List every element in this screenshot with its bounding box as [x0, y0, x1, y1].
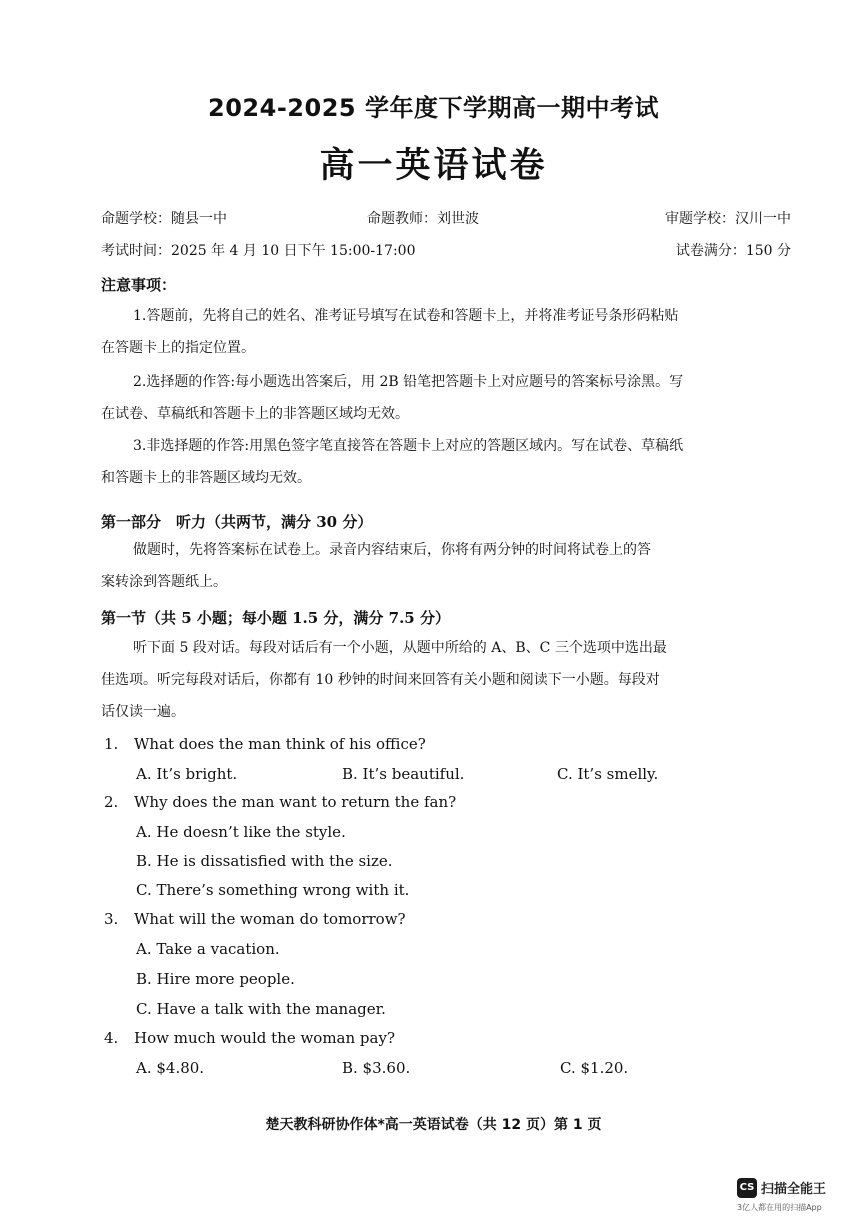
setter-school: 命题学校：随县一中 [101, 211, 227, 227]
notes-heading: 注意事项： [101, 276, 177, 294]
question-2 [104, 793, 456, 811]
note-text: 和答题卡上的非答题区域均无效。 [101, 470, 311, 486]
option-3c: C. Have a talk with the manager. [136, 1000, 386, 1018]
intro-text: 佳选项。听完每段对话后，你都有 10 秒钟的时间来回答有关小题和阅读下一小题。每段对 [101, 672, 660, 688]
watermark-name: 扫描全能王 [761, 1182, 827, 1197]
setter-teacher: 命题教师：刘世波 [367, 211, 479, 227]
intro-text: 听下面 5 段对话。每段对话后有一个小题，从题中所给的 A、B、C 三个选项中选出最 [133, 640, 667, 656]
question-4 [104, 1029, 395, 1047]
question-number: 2. [104, 793, 119, 811]
intro-text: 案转涂到答题纸上。 [101, 574, 227, 590]
note-item-2 [101, 366, 791, 430]
reviewer-school: 审题学校：汉川一中 [665, 211, 791, 227]
question-3 [104, 910, 406, 928]
note-text: 3.非选择题的作答:用黑色签字笔直接答在答题卡上对应的答题区域内。写在试卷、草稿纸 [133, 438, 684, 454]
question-number: 3. [104, 910, 119, 928]
section1-intro [101, 632, 791, 728]
note-text: 2.选择题的作答:每小题选出答案后，用 2B 铅笔把答题卡上对应题号的答案标号涂黑。写 [133, 374, 684, 390]
part1-heading: 第一部分 听力（共两节，满分 30 分） [101, 513, 373, 531]
note-item-3 [101, 430, 791, 494]
camscanner-logo-icon: CS [737, 1178, 757, 1198]
part1-intro [101, 534, 791, 598]
question-1 [104, 735, 426, 753]
option-2b: B. He is dissatisfied with the size. [136, 852, 393, 870]
question-text: Why does the man want to return the fan? [134, 793, 457, 811]
option-1b: B. It’s beautiful. [342, 765, 465, 783]
option-4a: A. $4.80. [136, 1059, 205, 1077]
section1-heading: 第一节（共 5 小题；每小题 1.5 分，满分 7.5 分） [101, 609, 450, 627]
intro-text: 做题时，先将答案标在试卷上。录音内容结束后，你将有两分钟的时间将试卷上的答 [133, 542, 651, 558]
note-text: 在试卷、草稿纸和答题卡上的非答题区域均无效。 [101, 406, 409, 422]
question-number: 4. [104, 1029, 119, 1047]
option-3b: B. Hire more people. [136, 970, 295, 988]
intro-text: 话仅读一遍。 [101, 704, 185, 720]
exam-title: 2024-2025 学年度下学期高一期中考试 [208, 94, 659, 122]
watermark-tagline: 3亿人都在用的扫描App [737, 1203, 822, 1212]
note-text: 1.答题前，先将自己的姓名、准考证号填写在试卷和答题卡上，并将准考证号条形码粘贴 [133, 308, 679, 324]
note-text: 在答题卡上的指定位置。 [101, 340, 255, 356]
exam-time: 考试时间：2025 年 4 月 10 日下午 15:00-17:00 [101, 243, 416, 259]
note-item-1 [101, 300, 791, 364]
page-footer: 楚天教科研协作体*高一英语试卷（共 12 页）第 1 页 [265, 1117, 602, 1133]
question-text: How much would the woman pay? [134, 1029, 395, 1047]
full-score: 试卷满分：150 分 [675, 243, 791, 259]
option-1a: A. It’s bright. [136, 765, 238, 783]
paper-title: 高一英语试卷 [319, 146, 548, 186]
question-number: 1. [104, 735, 119, 753]
question-text: What will the woman do tomorrow? [134, 910, 406, 928]
option-4c: C. $1.20. [560, 1059, 629, 1077]
option-1c: C. It’s smelly. [557, 765, 659, 783]
option-2c: C. There’s something wrong with it. [136, 881, 410, 899]
option-3a: A. Take a vacation. [136, 940, 280, 958]
option-4b: B. $3.60. [342, 1059, 411, 1077]
question-text: What does the man think of his office? [134, 735, 426, 753]
option-2a: A. He doesn’t like the style. [136, 823, 346, 841]
